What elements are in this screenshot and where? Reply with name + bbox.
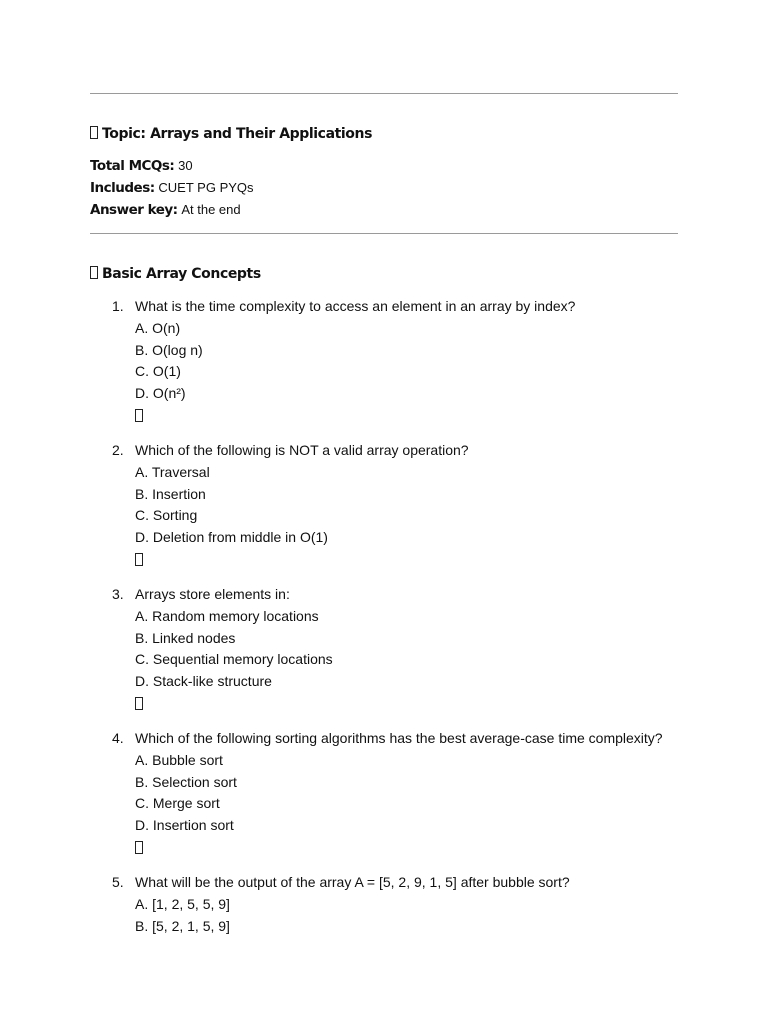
answer-option: A. Bubble sort: [135, 751, 223, 768]
section-heading: [90, 266, 261, 282]
section-heading-text: Basic Array Concepts: [102, 266, 261, 282]
answer-option: A. Traversal: [135, 463, 210, 480]
question-number: 2.: [112, 441, 124, 458]
answer-option: B. O(log n): [135, 341, 203, 358]
meta-includes: [90, 180, 254, 196]
answer-option: A. O(n): [135, 319, 181, 336]
section-divider: [90, 233, 678, 234]
question-number: 3.: [112, 585, 124, 602]
includes-value: CUET PG PYQs: [158, 180, 254, 195]
answer-option: A. [1, 2, 5, 5, 9]: [135, 895, 230, 912]
answer-option: D. O(n²): [135, 385, 186, 402]
topic-heading-text: Topic: Arrays and Their Applications: [102, 126, 373, 142]
total-mcqs-label: Total MCQs:: [90, 158, 175, 174]
question-number: 1.: [112, 298, 124, 314]
answer-key-label: Answer key:: [90, 202, 178, 218]
answer-option: C. O(1): [135, 363, 181, 380]
question-text: Which of the following sorting algorithms has the best average-case time complexity?: [135, 729, 663, 746]
meta-answer-key: [90, 202, 241, 218]
checkbox-icon: [135, 409, 143, 422]
box-glyph-icon: [90, 126, 98, 139]
checkbox-icon: [135, 553, 143, 566]
question-number: 5.: [112, 873, 124, 890]
checkbox-icon: [135, 697, 143, 710]
question-text: What will be the output of the array A = [5, 2, 9, 1, 5] after bubble sort?: [135, 873, 570, 890]
question-item: [90, 440, 678, 566]
answer-option: A. Random memory locations: [135, 607, 319, 624]
question-item: [90, 872, 678, 937]
question-text: Arrays store elements in:: [135, 585, 290, 602]
answer-option: B. [5, 2, 1, 5, 9]: [135, 917, 230, 934]
question-list: [90, 296, 678, 955]
includes-label: Includes:: [90, 180, 155, 196]
checkbox-icon: [135, 841, 143, 854]
answer-option: B. Insertion: [135, 485, 206, 502]
answer-option: D. Stack-like structure: [135, 673, 272, 690]
total-mcqs-value: 30: [178, 158, 193, 173]
question-item: [90, 728, 678, 854]
answer-option: C. Sequential memory locations: [135, 651, 333, 668]
answer-option: D. Deletion from middle in O(1): [135, 529, 328, 546]
question-number: 4.: [112, 729, 124, 746]
question-item: [90, 296, 678, 422]
answer-option: B. Linked nodes: [135, 629, 236, 646]
topic-heading: [90, 126, 372, 142]
top-divider: [90, 93, 678, 94]
question-text: Which of the following is NOT a valid array operation?: [135, 441, 469, 458]
question-item: [90, 584, 678, 710]
meta-total-mcqs: [90, 158, 193, 174]
answer-option: B. Selection sort: [135, 773, 237, 790]
answer-option: D. Insertion sort: [135, 817, 234, 834]
question-text: What is the time complexity to access an element in an array by index?: [135, 298, 576, 314]
answer-option: C. Merge sort: [135, 795, 220, 812]
answer-key-value: At the end: [181, 202, 241, 217]
answer-option: C. Sorting: [135, 507, 198, 524]
box-glyph-icon: [90, 266, 98, 279]
